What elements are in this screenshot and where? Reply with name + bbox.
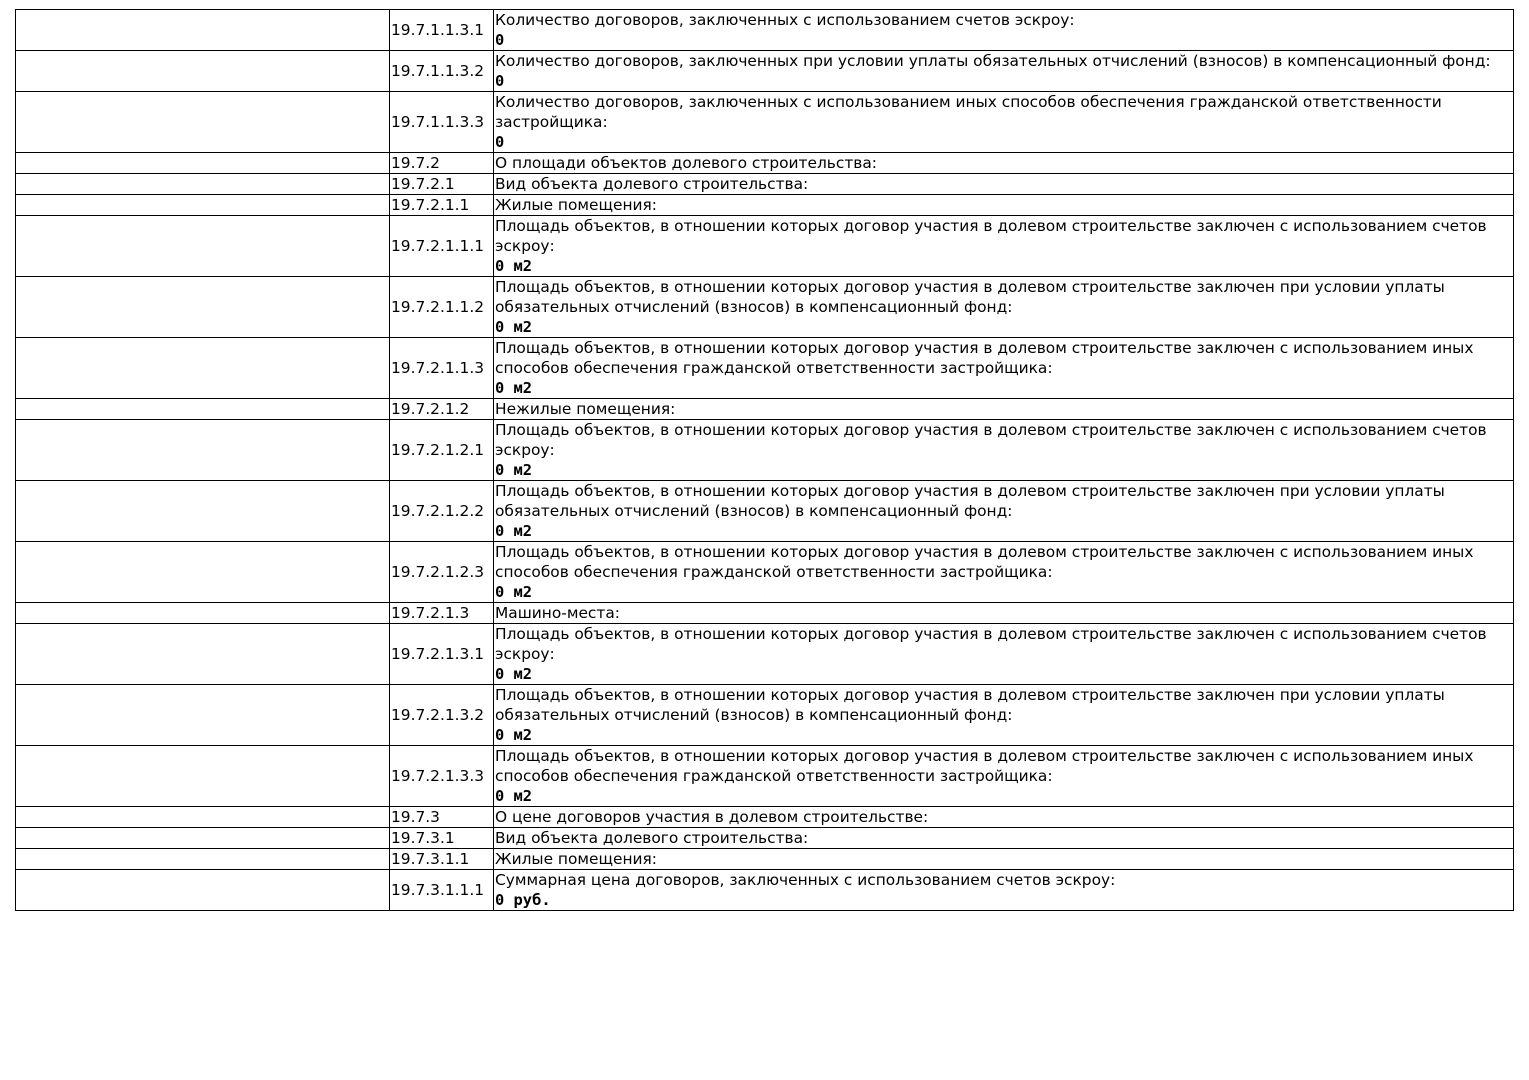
blank-cell (16, 603, 390, 624)
table-row (16, 338, 1514, 399)
item-code: 19.7.2.1.2.1 (390, 420, 494, 481)
item-code: 19.7.2 (390, 153, 494, 174)
table-row (16, 685, 1514, 746)
item-code: 19.7.2.1 (390, 174, 494, 195)
item-description-cell (494, 849, 1514, 870)
item-code: 19.7.2.1.3.3 (390, 746, 494, 807)
item-description-cell (494, 174, 1514, 195)
item-description: Суммарная цена договоров, заключенных с использованием счетов эскроу: (495, 871, 1116, 889)
item-description-cell (494, 828, 1514, 849)
table-row (16, 828, 1514, 849)
table-row (16, 420, 1514, 481)
item-value: 0 м2 (495, 522, 533, 540)
blank-cell (16, 153, 390, 174)
item-description-cell (494, 624, 1514, 685)
item-value: 0 руб. (495, 891, 551, 909)
item-code: 19.7.2.1.2.3 (390, 542, 494, 603)
item-value: 0 (495, 31, 505, 49)
table-row (16, 92, 1514, 153)
table-row (16, 849, 1514, 870)
table-row (16, 624, 1514, 685)
item-description: Площадь объектов, в отношении которых договор участия в долевом строительстве заключен при условии уплаты обязательных отчислений (взносов) в компенсационный фонд: (495, 686, 1445, 724)
item-code: 19.7.2.1.1.1 (390, 216, 494, 277)
blank-cell (16, 870, 390, 911)
blank-cell (16, 277, 390, 338)
blank-cell (16, 10, 390, 51)
item-code: 19.7.2.1.1 (390, 195, 494, 216)
blank-cell (16, 828, 390, 849)
item-description: Машино-места: (495, 604, 620, 622)
item-code: 19.7.2.1.3.1 (390, 624, 494, 685)
item-description: Площадь объектов, в отношении которых договор участия в долевом строительстве заключен с использованием счетов эскроу: (495, 421, 1487, 459)
item-value: 0 м2 (495, 665, 533, 683)
item-description: Площадь объектов, в отношении которых договор участия в долевом строительстве заключен при условии уплаты обязательных отчислений (взносов) в компенсационный фонд: (495, 278, 1445, 316)
table-row (16, 174, 1514, 195)
declaration-table-body (16, 10, 1514, 911)
item-description-cell (494, 277, 1514, 338)
table-row (16, 481, 1514, 542)
declaration-table (15, 9, 1514, 911)
blank-cell (16, 849, 390, 870)
item-value: 0 м2 (495, 726, 533, 744)
blank-cell (16, 216, 390, 277)
item-description-cell (494, 51, 1514, 92)
item-code: 19.7.3.1 (390, 828, 494, 849)
blank-cell (16, 92, 390, 153)
item-code: 19.7.2.1.2 (390, 399, 494, 420)
table-row (16, 10, 1514, 51)
item-value: 0 м2 (495, 318, 533, 336)
item-value: 0 м2 (495, 461, 533, 479)
item-description: Площадь объектов, в отношении которых договор участия в долевом строительстве заключен с использованием счетов эскроу: (495, 625, 1487, 663)
blank-cell (16, 807, 390, 828)
blank-cell (16, 542, 390, 603)
item-description: Вид объекта долевого строительства: (495, 175, 809, 193)
item-code: 19.7.3.1.1 (390, 849, 494, 870)
table-row (16, 542, 1514, 603)
item-description: О площади объектов долевого строительства: (495, 154, 877, 172)
item-description-cell (494, 807, 1514, 828)
item-description-cell (494, 399, 1514, 420)
item-description-cell (494, 338, 1514, 399)
item-description-cell (494, 195, 1514, 216)
table-row (16, 195, 1514, 216)
item-value: 0 м2 (495, 379, 533, 397)
item-description-cell (494, 870, 1514, 911)
table-row (16, 746, 1514, 807)
blank-cell (16, 746, 390, 807)
item-description: Количество договоров, заключенных с использованием иных способов обеспечения гражданской ответственности застройщика: (495, 93, 1442, 131)
item-description: Вид объекта долевого строительства: (495, 829, 809, 847)
blank-cell (16, 338, 390, 399)
item-code: 19.7.1.1.3.2 (390, 51, 494, 92)
table-row (16, 51, 1514, 92)
item-description-cell (494, 153, 1514, 174)
item-description-cell (494, 420, 1514, 481)
item-code: 19.7.1.1.3.1 (390, 10, 494, 51)
item-description-cell (494, 746, 1514, 807)
table-row (16, 216, 1514, 277)
item-value: 0 м2 (495, 787, 533, 805)
item-description-cell (494, 542, 1514, 603)
item-description-cell (494, 92, 1514, 153)
item-description-cell (494, 603, 1514, 624)
blank-cell (16, 624, 390, 685)
blank-cell (16, 399, 390, 420)
item-description-cell (494, 685, 1514, 746)
item-code: 19.7.1.1.3.3 (390, 92, 494, 153)
blank-cell (16, 51, 390, 92)
item-description: Площадь объектов, в отношении которых договор участия в долевом строительстве заключен с использованием иных способов обеспечения гражданской ответственности застройщика: (495, 543, 1474, 581)
item-value: 0 (495, 133, 505, 151)
item-description: Площадь объектов, в отношении которых договор участия в долевом строительстве заключен с использованием иных способов обеспечения гражданской ответственности застройщика: (495, 339, 1474, 377)
table-row (16, 153, 1514, 174)
blank-cell (16, 420, 390, 481)
blank-cell (16, 481, 390, 542)
item-value: 0 м2 (495, 583, 533, 601)
item-description: Площадь объектов, в отношении которых договор участия в долевом строительстве заключен при условии уплаты обязательных отчислений (взносов) в компенсационный фонд: (495, 482, 1445, 520)
table-row (16, 399, 1514, 420)
table-row (16, 603, 1514, 624)
item-code: 19.7.2.1.1.3 (390, 338, 494, 399)
item-description: Количество договоров, заключенных при условии уплаты обязательных отчислений (взносов) в компенсационный фонд: (495, 52, 1491, 70)
table-row (16, 807, 1514, 828)
item-code: 19.7.2.1.3 (390, 603, 494, 624)
item-description: Жилые помещения: (495, 196, 657, 214)
item-code: 19.7.2.1.2.2 (390, 481, 494, 542)
item-description: О цене договоров участия в долевом строительстве: (495, 808, 929, 826)
item-description: Площадь объектов, в отношении которых договор участия в долевом строительстве заключен с использованием иных способов обеспечения гражданской ответственности застройщика: (495, 747, 1474, 785)
item-description: Площадь объектов, в отношении которых договор участия в долевом строительстве заключен с использованием счетов эскроу: (495, 217, 1487, 255)
item-value: 0 (495, 72, 505, 90)
item-description: Жилые помещения: (495, 850, 657, 868)
item-code: 19.7.3.1.1.1 (390, 870, 494, 911)
blank-cell (16, 195, 390, 216)
item-value: 0 м2 (495, 257, 533, 275)
item-description-cell (494, 10, 1514, 51)
item-code: 19.7.2.1.1.2 (390, 277, 494, 338)
item-code: 19.7.2.1.3.2 (390, 685, 494, 746)
item-description-cell (494, 481, 1514, 542)
item-description: Количество договоров, заключенных с использованием счетов эскроу: (495, 11, 1075, 29)
blank-cell (16, 685, 390, 746)
item-code: 19.7.3 (390, 807, 494, 828)
blank-cell (16, 174, 390, 195)
item-description-cell (494, 216, 1514, 277)
table-row (16, 870, 1514, 911)
item-description: Нежилые помещения: (495, 400, 676, 418)
table-row (16, 277, 1514, 338)
